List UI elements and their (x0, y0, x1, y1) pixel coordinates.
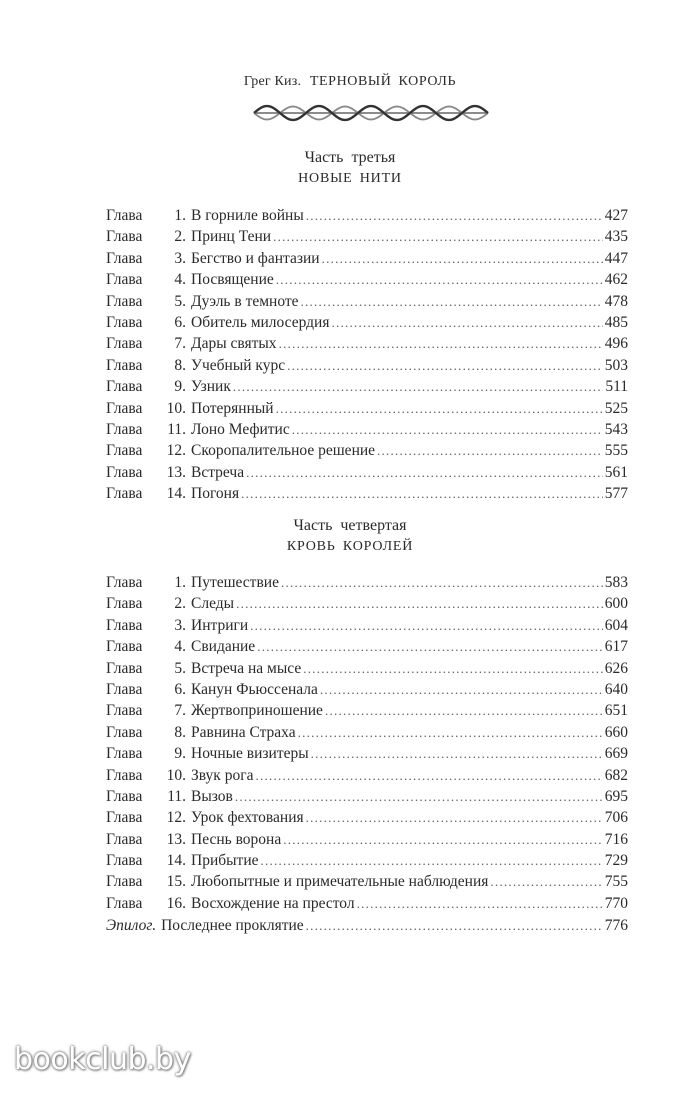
entry-title: Интриги (191, 616, 249, 634)
toc-entry[interactable] (106, 572, 628, 593)
chapter-label: Глава (106, 809, 143, 827)
toc-entry[interactable] (106, 483, 628, 504)
chapter-number: 1. (174, 574, 186, 591)
chapter-number: 8. (174, 723, 186, 741)
chapter-number: 9. (174, 378, 186, 396)
chapter-number: 7. (174, 702, 186, 720)
dot-leader (246, 462, 603, 483)
entry-page: 706 (604, 809, 628, 827)
chapter-number: 12. (166, 809, 186, 827)
chapter-label: Глава (106, 228, 143, 246)
running-head (0, 74, 700, 90)
toc-entry[interactable] (106, 205, 628, 226)
chapter-number: 6. (174, 680, 186, 698)
entry-page: 435 (604, 228, 628, 246)
dot-leader (279, 333, 603, 354)
entry-title: Урок фехтования (191, 809, 304, 827)
chapter-number: 15. (166, 873, 186, 891)
toc-entry[interactable] (106, 743, 628, 764)
toc-entry[interactable] (106, 893, 628, 914)
chapter-number: 13. (166, 463, 186, 481)
toc-entry[interactable] (106, 419, 628, 440)
chapter-number: 8. (174, 356, 186, 374)
author-name: Грег Киз. (243, 74, 302, 89)
chapter-label: Глава (106, 574, 143, 591)
chapter-number: 7. (174, 335, 186, 353)
dot-leader (261, 850, 603, 871)
entry-title: Потерянный (191, 399, 274, 417)
chapter-label: Глава (106, 292, 143, 310)
chapter-label: Глава (106, 787, 143, 805)
entry-title: Учебный курс (191, 356, 286, 374)
chapter-number: 13. (166, 830, 186, 848)
chapter-number: 11. (167, 420, 186, 438)
chapter-label: Глава (106, 680, 143, 698)
entry-page: 755 (604, 873, 628, 891)
entry-title: Бегство и фантазии (191, 249, 320, 267)
chapter-label: Глава (106, 463, 143, 481)
entry-page: 640 (604, 680, 628, 698)
toc-entry[interactable] (106, 226, 628, 247)
entry-title: Восхождение на престол (191, 894, 355, 912)
dot-leader (325, 700, 603, 721)
dot-leader (233, 376, 603, 397)
dot-leader (357, 893, 603, 914)
entry-page: 716 (604, 830, 628, 848)
dot-leader (320, 679, 603, 700)
chapter-number: 6. (174, 313, 186, 331)
dot-leader (235, 786, 603, 807)
chapter-label: Глава (106, 852, 143, 870)
chapter-number: 3. (174, 616, 186, 634)
chapter-label: Глава (106, 207, 143, 224)
toc-entry[interactable] (106, 440, 628, 461)
chapter-label: Глава (106, 659, 143, 677)
entry-title: Любопытные и примечательные наблюдения (191, 873, 489, 891)
watermark: bookclub.by (14, 1042, 191, 1077)
chapter-number: 10. (166, 399, 186, 417)
entry-page: 695 (604, 787, 628, 805)
toc-entry[interactable] (106, 850, 628, 871)
dot-leader (281, 572, 603, 593)
toc-epilogue (106, 915, 628, 936)
chapter-label: Глава (106, 485, 143, 503)
entry-page: 555 (604, 442, 628, 460)
entry-page: 660 (604, 723, 628, 741)
dot-leader (311, 743, 603, 764)
entry-page: 511 (605, 378, 628, 396)
entry-title: Жертвоприношение (191, 702, 323, 720)
entry-page: 503 (604, 356, 628, 374)
entry-page: 669 (604, 745, 628, 763)
dot-leader (306, 915, 603, 936)
chapter-label: Глава (106, 873, 143, 891)
dot-leader (250, 615, 603, 636)
chapter-number: 5. (174, 292, 186, 310)
chapter-label: Глава (106, 335, 143, 353)
toc-part-four (106, 572, 628, 914)
chapter-number: 2. (174, 228, 186, 246)
part-three-heading (0, 148, 700, 190)
dot-leader (322, 248, 603, 269)
chapter-number: 12. (166, 442, 186, 460)
entry-page: 561 (604, 463, 628, 481)
entry-page: 770 (604, 894, 628, 912)
dot-leader (306, 807, 603, 828)
toc-entry[interactable] (106, 593, 628, 614)
toc-entry[interactable] (106, 291, 628, 312)
dot-leader (241, 483, 603, 504)
part-title: НОВЫЕ НИТИ (298, 171, 402, 186)
toc-entry[interactable] (106, 807, 628, 828)
entry-title: Свидание (191, 638, 256, 656)
entry-page: 427 (604, 207, 628, 224)
toc-entry[interactable] (106, 658, 628, 679)
toc-entry[interactable] (106, 333, 628, 354)
chapter-number: 16. (166, 894, 186, 912)
dot-leader (332, 312, 603, 333)
dot-leader (306, 205, 603, 226)
entry-page: 462 (604, 271, 628, 289)
dot-leader (257, 636, 603, 657)
toc-entry-epilogue[interactable] (106, 915, 628, 936)
toc-entry[interactable] (106, 722, 628, 743)
dot-leader (287, 355, 603, 376)
wavy-line-ornament-icon (250, 98, 492, 128)
chapter-label: Глава (106, 442, 143, 460)
toc-entry[interactable] (106, 269, 628, 290)
entry-page: 496 (604, 335, 628, 353)
entry-title: Погоня (191, 485, 240, 503)
dot-leader (283, 829, 603, 850)
entry-page: 626 (604, 659, 628, 677)
entry-title: Принц Тени (191, 228, 272, 246)
chapter-label: Глава (106, 894, 143, 912)
entry-page: 478 (604, 292, 628, 310)
part-four-heading (0, 516, 700, 558)
entry-title: В горниле войны (191, 207, 304, 224)
dot-leader (301, 291, 603, 312)
toc-entry[interactable] (106, 871, 628, 892)
chapter-label: Глава (106, 702, 143, 720)
entry-title: Встреча (191, 463, 245, 481)
entry-title: Вызов (191, 787, 233, 805)
dot-leader (276, 269, 603, 290)
chapter-number: 14. (166, 485, 186, 503)
chapter-label: Глава (106, 616, 143, 634)
entry-page: 604 (604, 616, 628, 634)
entry-page: 447 (604, 249, 628, 267)
chapter-number: 9. (174, 745, 186, 763)
entry-page: 776 (604, 917, 628, 934)
toc-entry[interactable] (106, 312, 628, 333)
dot-leader (377, 440, 603, 461)
chapter-number: 5. (174, 659, 186, 677)
chapter-label: Глава (106, 313, 143, 331)
dot-leader (303, 658, 603, 679)
chapter-number: 2. (174, 595, 186, 613)
entry-page: 617 (604, 638, 628, 656)
toc-entry[interactable] (106, 376, 628, 397)
dot-leader (276, 398, 603, 419)
dot-leader (298, 722, 603, 743)
toc-entry[interactable] (106, 700, 628, 721)
chapter-label: Глава (106, 745, 143, 763)
entry-page: 600 (604, 595, 628, 613)
entry-title: Встреча на мысе (191, 659, 302, 677)
part-label: Часть третья (304, 149, 396, 166)
entry-title: Прибытие (191, 852, 259, 870)
entry-title: Звук рога (191, 766, 254, 784)
toc-entry[interactable] (106, 398, 628, 419)
chapter-label: Глава (106, 420, 143, 438)
entry-title: Узник (191, 378, 231, 396)
entry-page: 651 (604, 702, 628, 720)
entry-title: Лоно Мефитис (191, 420, 290, 438)
chapter-label: Глава (106, 399, 143, 417)
toc-entry[interactable] (106, 636, 628, 657)
entry-title: Посвящение (191, 271, 274, 289)
chapter-label: Глава (106, 766, 143, 784)
chapter-number: 3. (174, 249, 186, 267)
entry-page: 543 (604, 420, 628, 438)
part-label: Часть четвертая (293, 517, 407, 534)
chapter-number: 1. (174, 207, 186, 224)
entry-page: 577 (604, 485, 628, 503)
entry-page: 583 (604, 574, 628, 591)
chapter-label: Глава (106, 249, 143, 267)
toc-entry[interactable] (106, 355, 628, 376)
part-title: КРОВЬ КОРОЛЕЙ (286, 539, 414, 554)
chapter-number: 4. (174, 271, 186, 289)
chapter-number: 11. (167, 787, 186, 805)
chapter-label: Глава (106, 356, 143, 374)
entry-title: Скоропалительное решение (191, 442, 376, 460)
entry-title: Песнь ворона (191, 830, 282, 848)
book-title: ТЕРНОВЫЙ КОРОЛЬ (309, 74, 457, 89)
toc-entry[interactable] (106, 829, 628, 850)
chapter-number: 4. (174, 638, 186, 656)
toc-entry[interactable] (106, 765, 628, 786)
entry-title: Обитель милосердия (191, 313, 330, 331)
toc-entry[interactable] (106, 679, 628, 700)
chapter-number: 14. (166, 852, 186, 870)
entry-page: 485 (604, 313, 628, 331)
entry-title: Последнее проклятие (161, 917, 304, 934)
entry-page: 682 (604, 766, 628, 784)
chapter-number: 10. (166, 766, 186, 784)
toc-entry[interactable] (106, 462, 628, 483)
chapter-label: Глава (106, 638, 143, 656)
chapter-label: Глава (106, 378, 143, 396)
toc-entry[interactable] (106, 786, 628, 807)
toc-part-three (106, 205, 628, 504)
entry-title: Путешествие (191, 574, 279, 591)
chapter-label: Глава (106, 271, 143, 289)
chapter-label: Глава (106, 830, 143, 848)
dot-leader (292, 419, 603, 440)
entry-title: Дуэль в темноте (191, 292, 299, 310)
entry-page: 729 (604, 852, 628, 870)
entry-title: Дары святых (191, 335, 277, 353)
chapter-label: Глава (106, 595, 143, 613)
entry-title: Ночные визитеры (191, 745, 309, 763)
dot-leader (490, 871, 602, 892)
entry-title: Канун Фьюссенала (191, 680, 318, 698)
toc-entry[interactable] (106, 248, 628, 269)
toc-entry[interactable] (106, 615, 628, 636)
dot-leader (273, 226, 603, 247)
dot-leader (255, 765, 602, 786)
epilogue-label: Эпилог. (106, 917, 157, 934)
chapter-label: Глава (106, 723, 143, 741)
entry-title: Следы (191, 595, 235, 613)
entry-page: 525 (604, 399, 628, 417)
dot-leader (236, 593, 603, 614)
entry-title: Равнина Страха (191, 723, 296, 741)
